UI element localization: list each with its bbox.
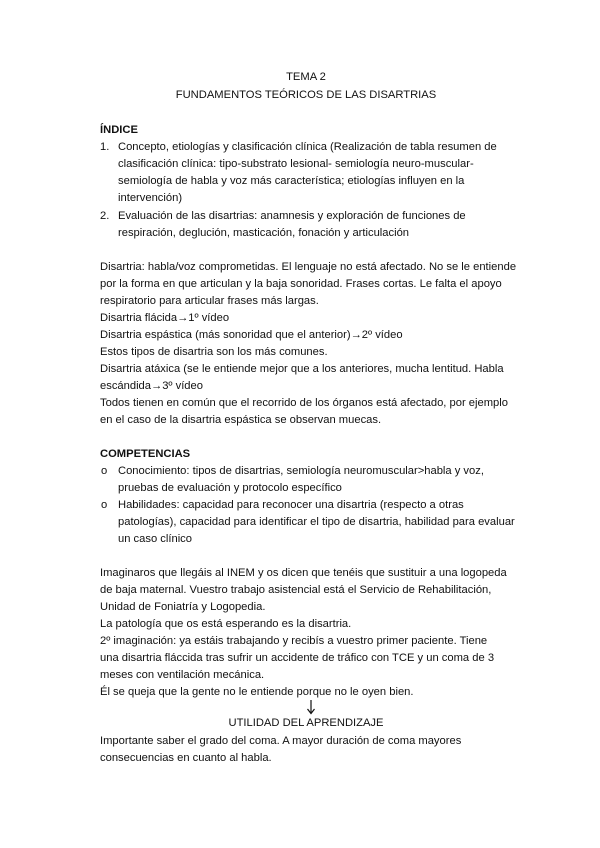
disartria-line: en el caso de la disartria espástica se observan muecas. [100, 414, 382, 426]
utilidad-line: consecuencias en cuanto al habla. [100, 752, 272, 764]
imagination-line: 2º imaginación: ya estáis trabajando y recibís a vuestro primer paciente. Tiene [100, 635, 488, 647]
competencia-line: pruebas de evaluación y protocolo específico [118, 482, 342, 494]
imagination-line: Imaginaros que llegáis al INEM y os dicen que tenéis que sustituir a una logopeda [100, 567, 507, 579]
indice-item-2-line: Evaluación de las disartrias: anamnesis y exploración de funciones de [118, 210, 466, 222]
disartria-line: por la forma en que articulan y la baja sonoridad. Frases cortas. Le falta el apoyo [100, 278, 502, 290]
disartria-line: respiratorio para articular frases más largas. [100, 295, 319, 307]
indice-heading: ÍNDICE [100, 124, 138, 136]
imagination-line: meses con ventilación mecánica. [100, 669, 265, 681]
imagination-line: una disartria fláccida tras sufrir un accidente de tráfico con TCE y un coma de 3 [100, 652, 495, 664]
competencia-line: Habilidades: capacidad para reconocer una disartria (respecto a otras [118, 499, 464, 511]
imagination-line: Unidad de Foniatría y Logopedia. [100, 601, 266, 613]
disartria-line: Disartria espástica (más sonoridad que el anterior)→2º vídeo [100, 329, 403, 341]
imagination-line: Él se queja que la gente no le entiende porque no le oyen bien. [100, 686, 414, 698]
indice-item-2-line: respiración, deglución, masticación, fonación y articulación [118, 227, 410, 239]
disartria-line: escándida→3º vídeo [100, 380, 203, 392]
competencia-line: Conocimiento: tipos de disartrias, semiología neuromuscular>habla y voz, [118, 465, 484, 477]
down-arrow-icon [306, 699, 316, 715]
imagination-line: La patología que os está esperando es la disartria. [100, 618, 352, 630]
indice-item-2-number: 2. [100, 210, 110, 222]
disartria-line: Todos tienen en común que el recorrido de los órganos está afectado, por ejemplo [100, 397, 508, 409]
indice-item-1-line: intervención) [118, 192, 183, 204]
tema-title: TEMA 2 [286, 71, 326, 83]
disartria-line: Disartria atáxica (se le entiende mejor que a los anteriores, mucha lentitud. Habla [100, 363, 504, 375]
disartria-line: Disartria: habla/voz comprometidas. El lenguaje no está afectado. No se le entiende [100, 261, 517, 273]
bullet-icon: o [101, 499, 108, 511]
utilidad-heading: UTILIDAD DEL APRENDIZAJE [228, 717, 384, 729]
indice-item-1-line: semiología de habla y voz más característica; etiologías influyen en la [118, 175, 465, 187]
indice-item-1-line: Concepto, etiologías y clasificación clínica (Realización de tabla resumen de [118, 141, 497, 153]
document-subtitle: FUNDAMENTOS TEÓRICOS DE LAS DISARTRIAS [175, 89, 437, 101]
competencia-line: un caso clínico [118, 533, 193, 545]
competencias-heading: COMPETENCIAS [100, 448, 191, 460]
indice-item-1-number: 1. [100, 141, 110, 153]
competencia-line: patologías), capacidad para identificar el tipo de disartria, habilidad para evaluar [118, 516, 515, 528]
indice-item-1-line: clasificación clínica: tipo-substrato lesional- semiología neuro-muscular- [118, 158, 474, 170]
imagination-line: de baja maternal. Vuestro trabajo asistencial está el Servicio de Rehabilitación, [100, 584, 492, 596]
utilidad-line: Importante saber el grado del coma. A mayor duración de coma mayores [100, 735, 462, 747]
bullet-icon: o [101, 465, 108, 477]
disartria-line: Disartria flácida→1º vídeo [100, 312, 230, 324]
disartria-line: Estos tipos de disartria son los más comunes. [100, 346, 328, 358]
